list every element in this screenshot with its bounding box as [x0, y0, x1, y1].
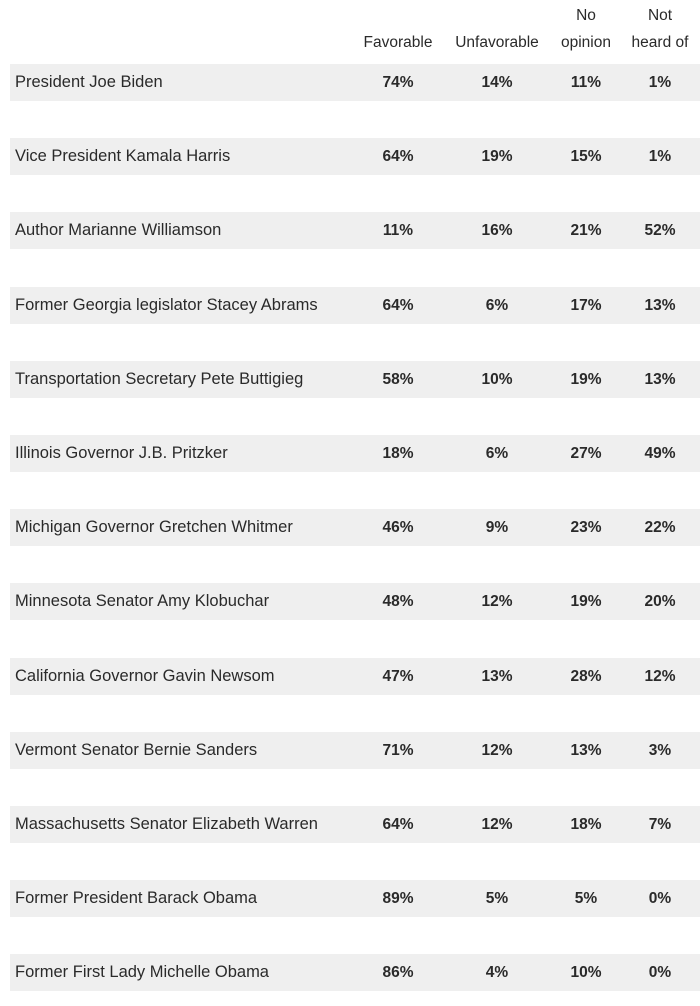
cell-no-opinion: 5% [574, 890, 598, 907]
cell-favorable: 47% [382, 668, 414, 685]
cell-no-opinion: 17% [570, 297, 602, 314]
table-row [10, 287, 700, 324]
column-header-no-opinion: No opinion [561, 7, 611, 51]
cell-favorable: 86% [382, 964, 414, 981]
cell-unfavorable: 6% [485, 445, 509, 462]
column-header-favorable: Favorable [363, 34, 433, 51]
table-row [10, 806, 700, 843]
cell-not-heard-of: 12% [644, 668, 676, 685]
cell-not-heard-of: 1% [648, 148, 672, 165]
cell-unfavorable: 16% [481, 222, 513, 239]
cell-favorable: 58% [382, 371, 414, 388]
table-row [10, 732, 700, 769]
row-label: Former First Lady Michelle Obama [15, 963, 269, 981]
table-row [10, 64, 700, 101]
row-label: Former Georgia legislator Stacey Abrams [15, 296, 318, 314]
cell-unfavorable: 12% [481, 593, 513, 610]
cell-not-heard-of: 0% [648, 890, 672, 907]
cell-unfavorable: 5% [485, 890, 509, 907]
cell-favorable: 11% [382, 222, 414, 239]
cell-no-opinion: 15% [570, 148, 602, 165]
cell-not-heard-of: 3% [648, 742, 672, 759]
cell-no-opinion: 18% [570, 816, 602, 833]
cell-no-opinion: 27% [570, 445, 602, 462]
table-row [10, 138, 700, 175]
cell-not-heard-of: 20% [644, 593, 676, 610]
row-label: Michigan Governor Gretchen Whitmer [15, 518, 293, 536]
cell-unfavorable: 10% [481, 371, 513, 388]
cell-no-opinion: 28% [570, 668, 602, 685]
table-row [10, 361, 700, 398]
cell-unfavorable: 19% [481, 148, 513, 165]
table-row [10, 212, 700, 249]
cell-favorable: 64% [382, 816, 414, 833]
cell-not-heard-of: 13% [644, 371, 676, 388]
cell-no-opinion: 13% [570, 742, 602, 759]
cell-unfavorable: 12% [481, 816, 513, 833]
cell-no-opinion: 19% [570, 371, 602, 388]
cell-favorable: 64% [382, 297, 414, 314]
cell-no-opinion: 23% [570, 519, 602, 536]
cell-no-opinion: 11% [570, 74, 602, 91]
cell-unfavorable: 14% [481, 74, 513, 91]
cell-favorable: 89% [382, 890, 414, 907]
row-label: Minnesota Senator Amy Klobuchar [15, 592, 270, 610]
row-label: President Joe Biden [15, 73, 163, 91]
table-row [10, 954, 700, 991]
row-label: Vice President Kamala Harris [15, 147, 231, 165]
row-label: Former President Barack Obama [15, 889, 258, 907]
cell-no-opinion: 19% [570, 593, 602, 610]
cell-favorable: 48% [382, 593, 414, 610]
cell-unfavorable: 13% [481, 668, 513, 685]
cell-unfavorable: 4% [485, 964, 509, 981]
table-row [10, 435, 700, 472]
cell-favorable: 18% [382, 445, 414, 462]
row-label: California Governor Gavin Newsom [15, 667, 275, 685]
cell-not-heard-of: 0% [648, 964, 672, 981]
cell-not-heard-of: 52% [644, 222, 676, 239]
table-row [10, 658, 700, 695]
row-label: Illinois Governor J.B. Pritzker [15, 444, 228, 462]
table-row [10, 509, 700, 546]
table-row [10, 880, 700, 917]
row-label: Vermont Senator Bernie Sanders [15, 741, 258, 759]
column-header-unfavorable: Unfavorable [455, 34, 539, 51]
table-header [0, 0, 700, 60]
cell-unfavorable: 6% [485, 297, 509, 314]
cell-no-opinion: 10% [570, 964, 602, 981]
cell-not-heard-of: 49% [644, 445, 676, 462]
cell-favorable: 71% [382, 742, 414, 759]
row-label: Transportation Secretary Pete Buttigieg [15, 370, 304, 388]
table-row [10, 583, 700, 620]
cell-not-heard-of: 1% [648, 74, 672, 91]
cell-not-heard-of: 7% [648, 816, 672, 833]
cell-not-heard-of: 22% [644, 519, 676, 536]
cell-unfavorable: 9% [485, 519, 509, 536]
cell-no-opinion: 21% [570, 222, 602, 239]
row-label: Massachusetts Senator Elizabeth Warren [15, 815, 318, 833]
cell-favorable: 74% [382, 74, 414, 91]
cell-unfavorable: 12% [481, 742, 513, 759]
cell-favorable: 64% [382, 148, 414, 165]
row-label: Author Marianne Williamson [15, 221, 222, 239]
cell-not-heard-of: 13% [644, 297, 676, 314]
column-header-not-heard-of: Not heard of [631, 7, 689, 51]
cell-favorable: 46% [382, 519, 414, 536]
